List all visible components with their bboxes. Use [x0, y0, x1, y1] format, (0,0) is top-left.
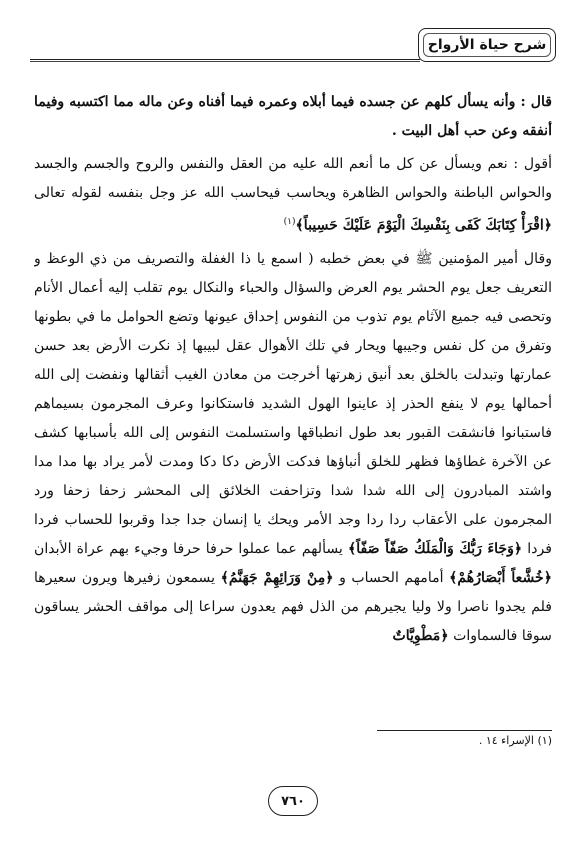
footnote-ref-1: (١): [283, 217, 296, 227]
quran-verse-1: ﴿اقْرَأْ كِتَابَكَ كَفَى بِنَفْسِكَ الْيَوْمَ عَلَيْكَ حَسِيباً﴾: [295, 217, 552, 234]
paragraph-2-end: يسمعون زفيرها ويرون سعيرها فلم يجدوا ناصرا ولا وليا يجيرهم من الذل فهم يعدون سراعا إلى مواقف الحشر يساقون سوقا فالسماوات: [34, 569, 552, 644]
paragraph-2-text: وقال أمير المؤمنين ﷺ في بعض خطبه ( اسمع يا ذا الغفلة والتصريف من ذي الوعظ و التعريف جعل يوم الحشر يوم العرض والسؤال والحباء والنكال يوم تقلب إليه أعمال الأنام وتحصى فيه جميع الآثام يوم تذوب من النفوس إحداق عيونها وتضع الحوامل ما في بطونها وتفرق من كل نفس وجيبها ويحار في تلك الأهوال عقل لبيبها إذ نكرت الأرض بعد حسن عمارتها وتبدلت بالخلق بعد أنيق زهرتها أخرجت من معادن الغيب أثقالها ونفضت إلى الله أحمالها يوم لا ينفع الحذر إذ عاينوا الهول الشديد فاستكانوا وعرف المجرمون بسيماهم فاستبانوا فانشقت القبور بعد طول انطباقها واستسلمت النفوس إلى الله بأسبابها كشف عن الآخرة غطاؤها فظهر للخلق أنباؤها فدكت الأرض دكا دكا ومدت لأمر يراد بها مدا مدا واشتد المبادرون إلى الله شدا شدا وتزاحفت الخلائق إلى المحشر زحفا زحفا ورد المجرمون على الأعقاب ردا ردا وجد الأمر ويحك يا إنسان جدا جدا وقربوا للحساب فردا فردا: [34, 250, 552, 557]
page-number-text: ٧٦٠: [281, 793, 305, 809]
page-body: [34, 88, 552, 728]
paragraph-2-mid-2: أمامهم الحساب و: [339, 569, 444, 586]
paragraph-1-text: أقول : نعم ويسأل عن كل ما أنعم الله عليه من العقل والنفس والروح والجسم والجسد والحواس الباطنة والحواس الظاهرة ويحاسب فيحاسب الله عز وجل بنفسه لقوله تعالى: [34, 156, 552, 201]
quran-verse-5: ﴿مَطْوِيَّاتٌ: [392, 627, 449, 644]
paragraph-2-mid-1: يسألهم عما عملوا حرفا حرفا وجيء بهم عراة الأبدان: [34, 540, 343, 557]
quran-verse-2: ﴿وَجَاءَ رَبُّكَ وَالْمَلَكُ صَفّاً صَفّاً﴾: [347, 540, 523, 557]
running-header: [418, 28, 556, 62]
paragraph-2: [34, 245, 552, 651]
paragraph-1: [34, 150, 552, 241]
lead-paragraph: قال : وأنه يسأل كلهم عن جسده فيما أبلاه وعمره فيما أفناه وعن ماله مما اكتسبه وفيما أنفقه وعن حب أهل البيت .: [34, 94, 552, 139]
quran-verse-4: ﴿مِنْ وَرَائِهِمْ جَهَنَّمُ﴾: [220, 569, 334, 586]
header-rule: [30, 59, 420, 62]
running-header-title: شرح حياة الأرواح: [427, 37, 547, 53]
page-number: [268, 786, 318, 816]
footnote: (١) الإسراء ١٤ .: [478, 734, 552, 747]
quran-verse-3: ﴿خُشَّعاً أَبْصَارُهُمْ﴾: [449, 569, 552, 586]
footnote-rule: [377, 730, 552, 731]
